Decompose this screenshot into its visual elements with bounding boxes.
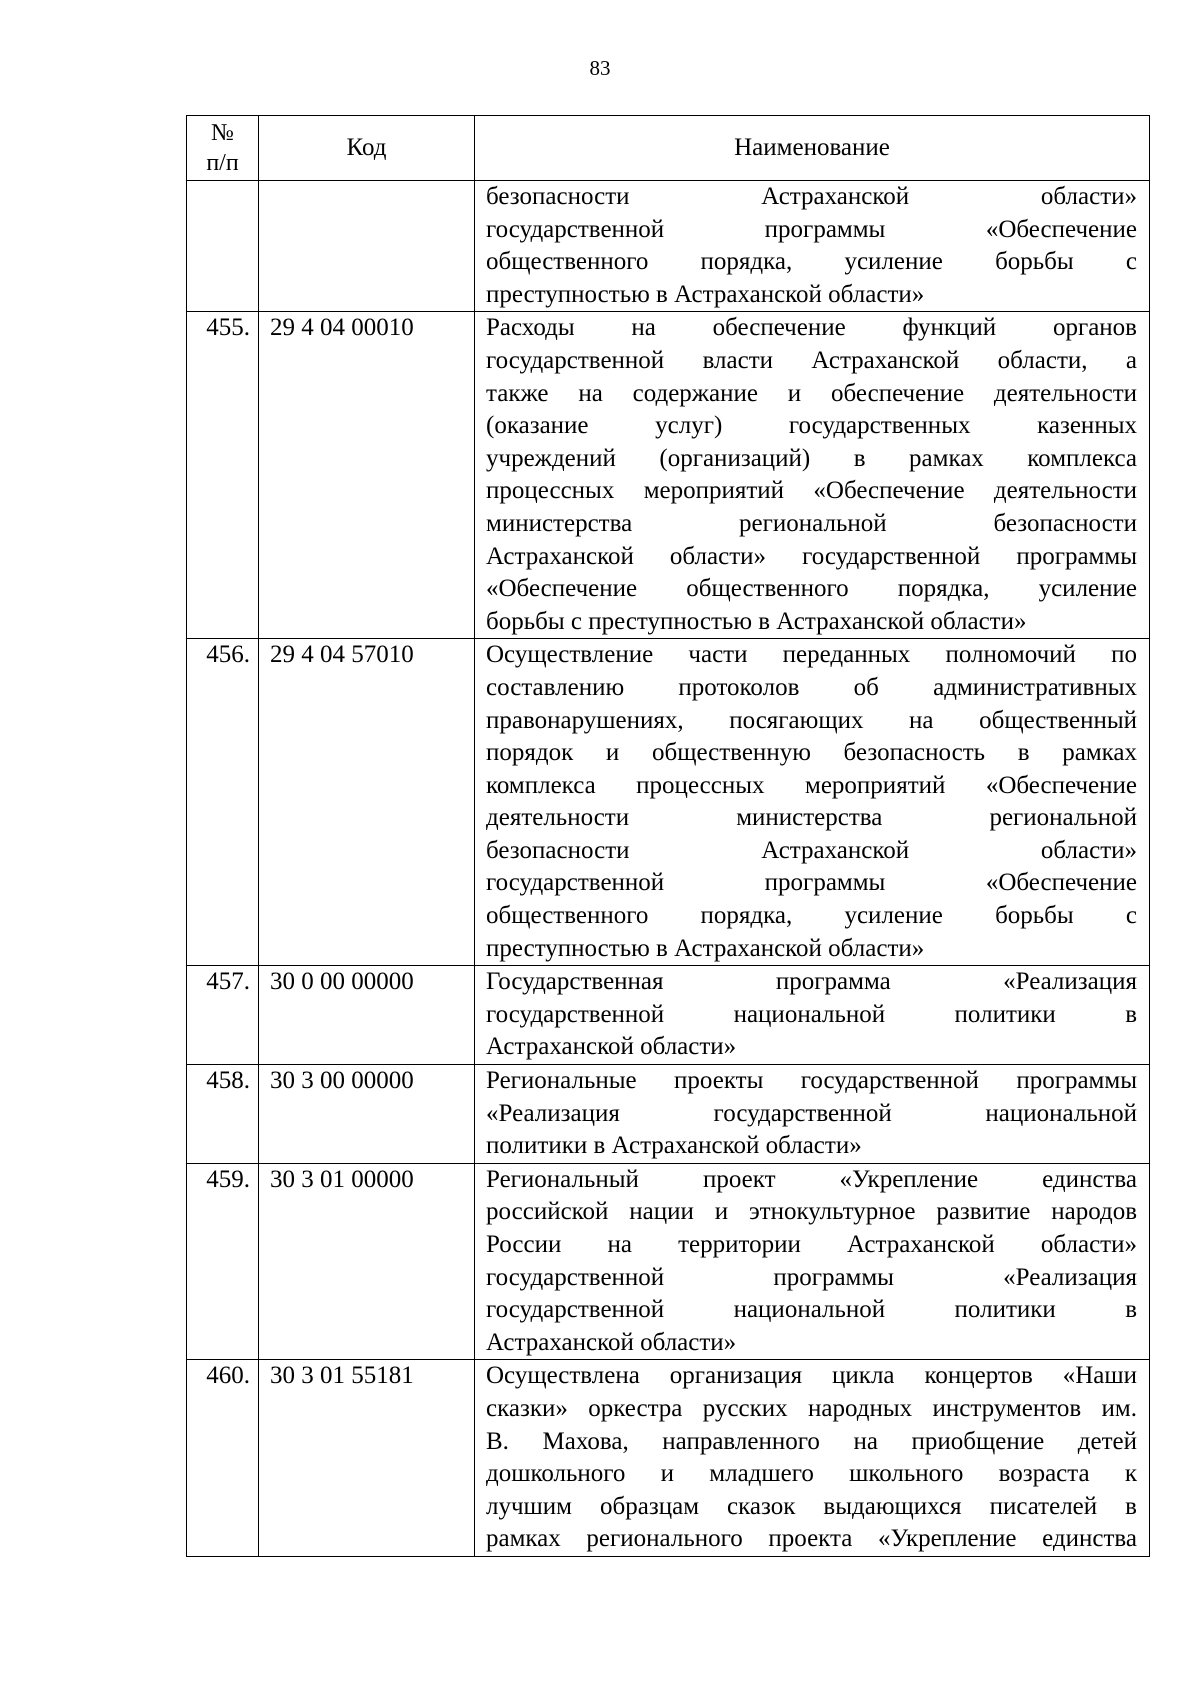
row-number: 456. [187,639,259,966]
name-line: дошкольного и младшего школьного возраста к [486,1460,1137,1488]
row-name [475,639,1150,966]
name-line: Астраханской области» [486,1033,737,1061]
name-line: министерства региональной безопасности [486,509,1137,537]
row-number [187,181,259,312]
name-line: порядок и общественную безопасность в рамках [486,739,1137,767]
table-header-row [187,116,1150,181]
row-name [475,312,1150,639]
page-number: 83 [589,56,611,80]
name-line: сказки» оркестра русских народных инструментов им. [486,1394,1137,1422]
name-line: общественного порядка, усиление борьбы с [486,902,1137,930]
row-name [475,181,1150,312]
name-line: безопасности Астраханской области» [486,836,1137,864]
name-line: государственной власти Астраханской области, а [486,346,1137,374]
name-line: России на территории Астраханской области» [486,1231,1137,1258]
name-line: «Реализация государственной национальной [486,1099,1137,1127]
table-row [187,966,1150,1065]
row-code: 30 3 01 55181 [259,1360,475,1557]
name-line: процессных мероприятий «Обеспечение деятельности [486,477,1137,505]
name-line: Астраханской области» государственной программы [486,542,1137,570]
name-line: также на содержание и обеспечение деятельности [486,379,1137,407]
name-line: «Обеспечение общественного порядка, усиление [486,575,1137,603]
row-code: 30 0 00 00000 [259,966,475,1065]
table-row [187,639,1150,966]
row-name [475,1360,1150,1557]
name-line: общественного порядка, усиление борьбы с [486,248,1137,276]
name-line: политики в Астраханской области» [486,1132,862,1160]
table-row-continuation [187,181,1150,312]
budget-classification-table [186,115,1150,1557]
row-code: 29 4 04 00010 [259,312,475,639]
name-line: составлению протоколов об административных [486,673,1137,701]
name-line: Региональные проекты государственной программы [486,1067,1137,1095]
name-line: Осуществлена организация цикла концертов «Наши [486,1362,1137,1390]
table-row [187,1360,1150,1557]
name-line: преступностью в Астраханской области» [486,280,925,308]
row-code: 29 4 04 57010 [259,639,475,966]
row-code [259,181,475,312]
name-line: государственной национальной политики в [486,1000,1137,1028]
row-name [475,1163,1150,1360]
name-line: рамках регионального проекта «Укрепление единства [486,1525,1137,1553]
row-number: 455. [187,312,259,639]
name-line: борьбы с преступностью в Астраханской области» [486,607,1027,635]
name-line: лучшим образцам сказок выдающихся писателей в [486,1492,1137,1520]
table-row [187,1163,1150,1360]
name-line: преступностью в Астраханской области» [486,934,925,962]
name-line: государственной национальной политики в [486,1296,1137,1324]
row-number: 458. [187,1065,259,1164]
row-number: 459. [187,1163,259,1360]
name-line: комплекса процессных мероприятий «Обеспечение [486,771,1137,799]
name-line: учреждений (организаций) в рамках комплекса [486,444,1137,472]
row-name [475,966,1150,1065]
name-line: правонарушениях, посягающих на общественный [486,706,1137,734]
row-number: 460. [187,1360,259,1557]
name-line: В. Махова, направленного на приобщение детей [486,1427,1137,1455]
name-line: государственной программы «Обеспечение [486,869,1137,897]
name-line: (оказание услуг) государственных казенных [486,412,1137,440]
name-line: Расходы на обеспечение функций органов [486,314,1137,342]
row-number: 457. [187,966,259,1065]
table-row [187,312,1150,639]
name-line: Астраханской области» [486,1328,737,1356]
name-line: деятельности министерства региональной [486,804,1137,832]
name-line: Государственная программа «Реализация [486,968,1137,996]
name-line: Региональный проект «Укрепление единства [486,1165,1137,1193]
name-line: государственной программы «Обеспечение [486,215,1137,243]
row-code: 30 3 00 00000 [259,1065,475,1164]
header-name: Наименование [475,116,1150,181]
name-line: безопасности Астраханской области» [486,183,1137,210]
table-row [187,1065,1150,1164]
row-code: 30 3 01 00000 [259,1163,475,1360]
header-code: Код [259,116,475,181]
header-number-label: № п/п [206,120,239,176]
row-name [475,1065,1150,1164]
name-line: Осуществление части переданных полномочий по [486,641,1137,669]
name-line: государственной программы «Реализация [486,1263,1137,1291]
name-line: российской нации и этнокультурное развитие народов [486,1198,1137,1226]
header-number [187,116,259,181]
